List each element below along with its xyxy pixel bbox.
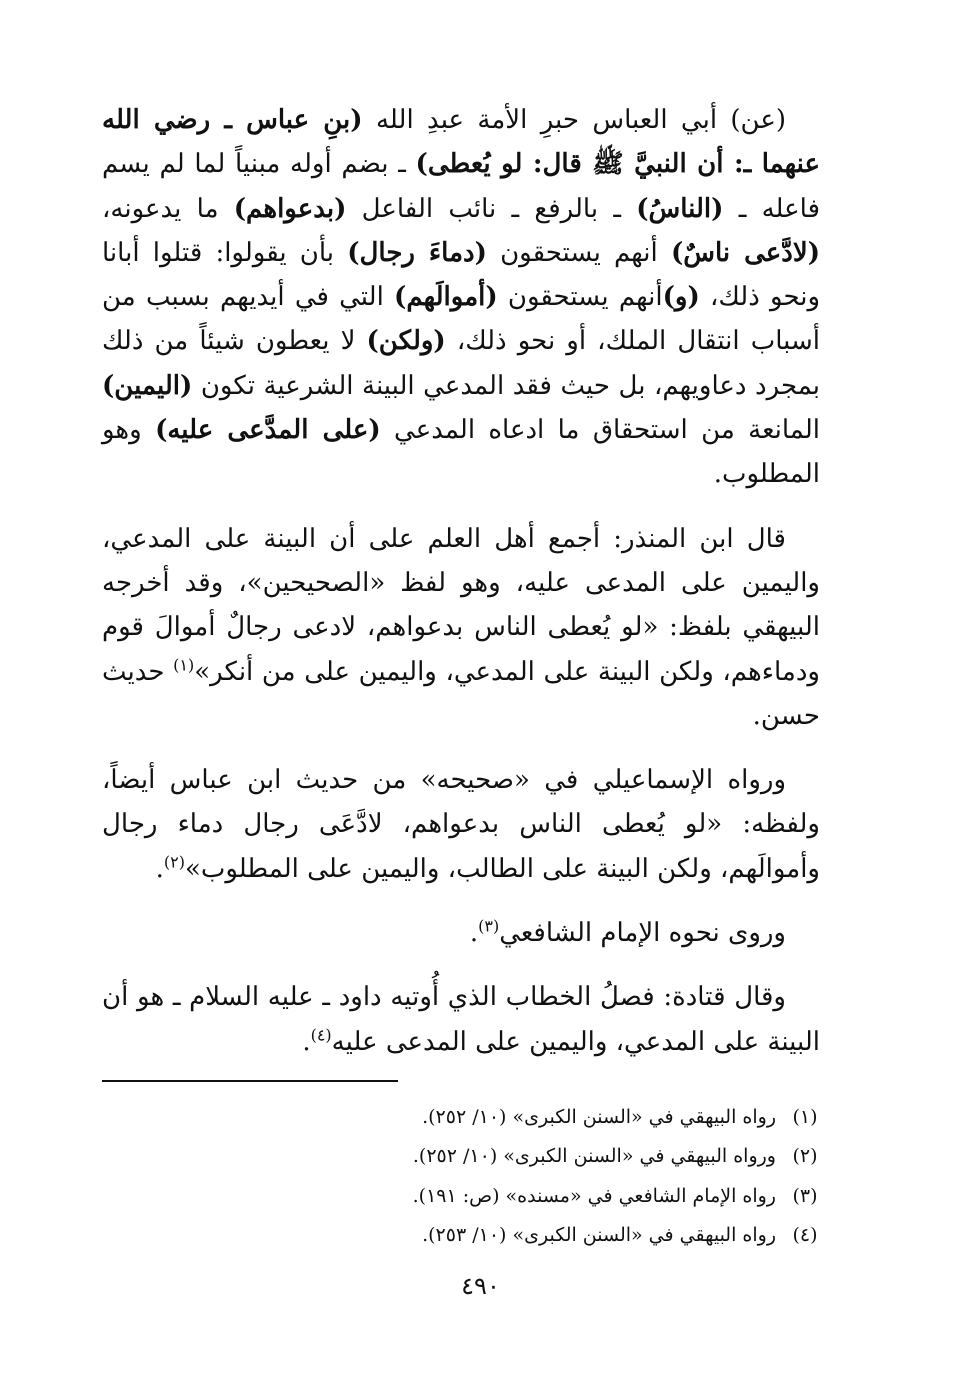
bold-phrase: (دماءَ رجال) (347, 237, 487, 268)
paragraph-text: وقال قتادة: فصلُ الخطاب الذي أُوتيه داود ـ عليه السلام ـ هو أن البينة على المدعي، واليمين على المدعى عليه (102, 982, 820, 1057)
footnote-number: (٣) (792, 1184, 818, 1207)
footnotes (102, 1098, 820, 1256)
commentary-text: بأن يقولوا: قتلوا أبانا ونحو ذلك، (102, 237, 821, 313)
footnote-text: رواه البيهقي في «السنن الكبرى» (١٠/ ٢٥٢). (422, 1105, 776, 1128)
paragraph-qatada (102, 975, 820, 1064)
footnote-text: ورواه البيهقي في «السنن الكبرى» (١٠/ ٢٥٢). (412, 1145, 776, 1168)
paragraph-shafii (102, 911, 820, 955)
footnote-ref-4[interactable]: (٤) (310, 1024, 332, 1044)
commentary-text: ما يدعونه، (102, 193, 234, 224)
footnote-number: (١) (792, 1105, 818, 1128)
commentary-text: ـ بضم أوله مبنياً لما لم يسم فاعله ـ (102, 149, 820, 224)
commentary-text: أنهم يستحقون (497, 282, 663, 313)
footnote-2 (102, 1137, 820, 1177)
paragraph-tail: . (155, 853, 164, 884)
bold-phrase: (لادَّعى ناسٌ) (670, 237, 820, 268)
bold-phrase: (و) (662, 282, 700, 313)
commentary-text: وهو المطلوب. (102, 415, 820, 490)
footnote-3 (102, 1177, 820, 1217)
footnote-1 (102, 1098, 820, 1138)
paragraph-tail: . (302, 1026, 311, 1057)
footnote-ref-1[interactable]: (١) (173, 654, 195, 674)
paragraph-text: وروى نحوه الإمام الشافعي (499, 918, 786, 949)
footnote-ref-2[interactable]: (٢) (163, 852, 185, 872)
commentary-text: أنهم يستحقون (486, 237, 671, 268)
footnote-number: (٤) (792, 1224, 818, 1247)
paragraph-tail: حديث حسن. (102, 656, 820, 731)
footnote-4 (102, 1216, 820, 1256)
bold-phrase: (الناسُ) (636, 193, 724, 224)
footnote-number: (٢) (792, 1145, 818, 1168)
bold-phrase: (بنِ عباس ـ رضي الله عنهما ـ: أن النبيَّ ﷺ قال: لو يُعطى) (102, 105, 820, 180)
paragraph-tail: . (469, 918, 479, 949)
commentary-text: (عن) أبي العباس حبرِ الأمة عبدِ الله (362, 105, 787, 135)
footnote-text: رواه الإمام الشافعي في «مسنده» (ص: ١٩١). (412, 1184, 776, 1207)
footnote-ref-3[interactable]: (٣) (478, 916, 500, 936)
commentary-text: لا يعطون شيئاً من ذلك بمجرد دعاويهم، بل حيث فقد المدعي البينة الشرعية تكون (102, 326, 820, 401)
paragraph-ibn-almundhir (102, 517, 820, 738)
commentary-text: المانعة من استحقاق ما ادعاه المدعي (380, 415, 820, 446)
bold-phrase: (أموالَهم) (394, 282, 498, 313)
paragraph-text: قال ابن المنذر: أجمع أهل العلم على أن البينة على المدعي، واليمين على المدعى عليه، وهو لفظ «الصحيحين»، وقد أخرجه البيهقي بلفظ: «لو يُعطى الناس بدعواهم، لادعى رجالٌ أموالَ قوم ودماءهم، ولكن البينة على المدعي، واليمين على من أنكر» (102, 523, 821, 687)
bold-phrase: (اليمين) (102, 370, 193, 401)
paragraph-commentary (102, 98, 820, 497)
paragraph-text: ورواه الإسماعيلي في «صحيحه» من حديث ابن عباس أيضاً، ولفظه: «لو يُعطى الناس بدعواهم، لادَّعَى رجال دماء رجال وأموالَهم، ولكن البينة على الطالب، واليمين على المطلوب» (102, 765, 820, 884)
commentary-text: ـ بالرفع ـ نائب الفاعل (346, 193, 637, 224)
page-number: ٤٩٠ (461, 1272, 500, 1300)
footnote-text: رواه البيهقي في «السنن الكبرى» (١٠/ ٢٥٣). (422, 1224, 776, 1247)
commentary-text: التي في أيديهم بسبب من أسباب انتقال الملك، أو نحو ذلك، (102, 282, 820, 357)
bold-phrase: (بدعواهم) (233, 193, 347, 224)
page-body (102, 98, 820, 1256)
paragraph-ismaili (102, 758, 820, 891)
bold-phrase: (على المدَّعى عليه) (155, 415, 381, 446)
bold-phrase: (ولكن) (366, 326, 446, 357)
footnote-divider (102, 1080, 398, 1082)
